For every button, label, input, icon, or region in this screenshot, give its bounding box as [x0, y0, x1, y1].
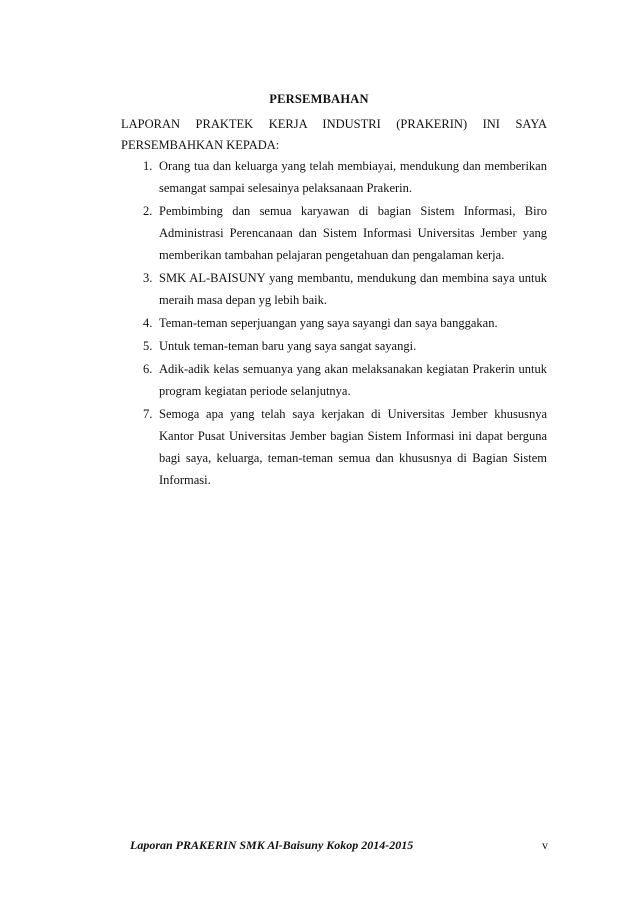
footer-report-title: Laporan PRAKERIN SMK Al-Baisuny Kokop 2014-2015	[130, 838, 414, 852]
list-item-number: 1.	[143, 159, 153, 173]
list-item-number: 7.	[143, 407, 153, 421]
list-item	[121, 403, 547, 491]
list-item	[121, 358, 547, 402]
list-item-text: Orang tua dan keluarga yang telah membiayai, mendukung dan memberikan semangat sampai selesainya pelaksanaan Prakerin.	[159, 159, 547, 195]
list-item-text: Semoga apa yang telah saya kerjakan di Universitas Jember khususnya Kantor Pusat Universitas Jember bagian Sistem Informasi ini dapat berguna bagi saya, keluarga, teman-teman semua dan khususnya di Bagian Sistem Informasi.	[159, 407, 547, 487]
list-item-text: Untuk teman-teman baru yang saya sangat sayangi.	[159, 339, 417, 353]
list-item	[121, 267, 547, 311]
list-item-text: SMK AL-BAISUNY yang membantu, mendukung dan membina saya untuk meraih masa depan yg lebih baik.	[159, 271, 547, 307]
list-item	[121, 312, 547, 334]
list-item-text: Adik-adik kelas semuanya yang akan melaksanakan kegiatan Prakerin untuk program kegiatan periode selanjutnya.	[159, 362, 547, 398]
list-item	[121, 200, 547, 266]
intro-line-2: PERSEMBAHKAN KEPADA:	[121, 138, 280, 152]
intro-paragraph	[121, 114, 547, 156]
page-number: v	[542, 838, 548, 852]
list-item-number: 4.	[143, 316, 153, 330]
list-item-number: 5.	[143, 339, 153, 353]
list-item	[121, 335, 547, 357]
page-footer	[130, 838, 548, 853]
list-item-text: Pembimbing dan semua karyawan di bagian Sistem Informasi, Biro Administrasi Perencanaan dan Sistem Informasi Universitas Jember yang memberikan tambahan pelajaran pengetahuan dan pengalaman kerja.	[159, 204, 547, 262]
page-title: PERSEMBAHAN	[269, 92, 369, 106]
list-item-text: Teman-teman seperjuangan yang saya sayangi dan saya banggakan.	[159, 316, 498, 330]
list-item-number: 3.	[143, 271, 153, 285]
intro-line-1: LAPORAN PRAKTEK KERJA INDUSTRI (PRAKERIN) INI SAYA	[121, 117, 547, 131]
dedication-list	[121, 155, 547, 492]
list-item-number: 2.	[143, 204, 153, 218]
list-item-number: 6.	[143, 362, 153, 376]
list-item	[121, 155, 547, 199]
